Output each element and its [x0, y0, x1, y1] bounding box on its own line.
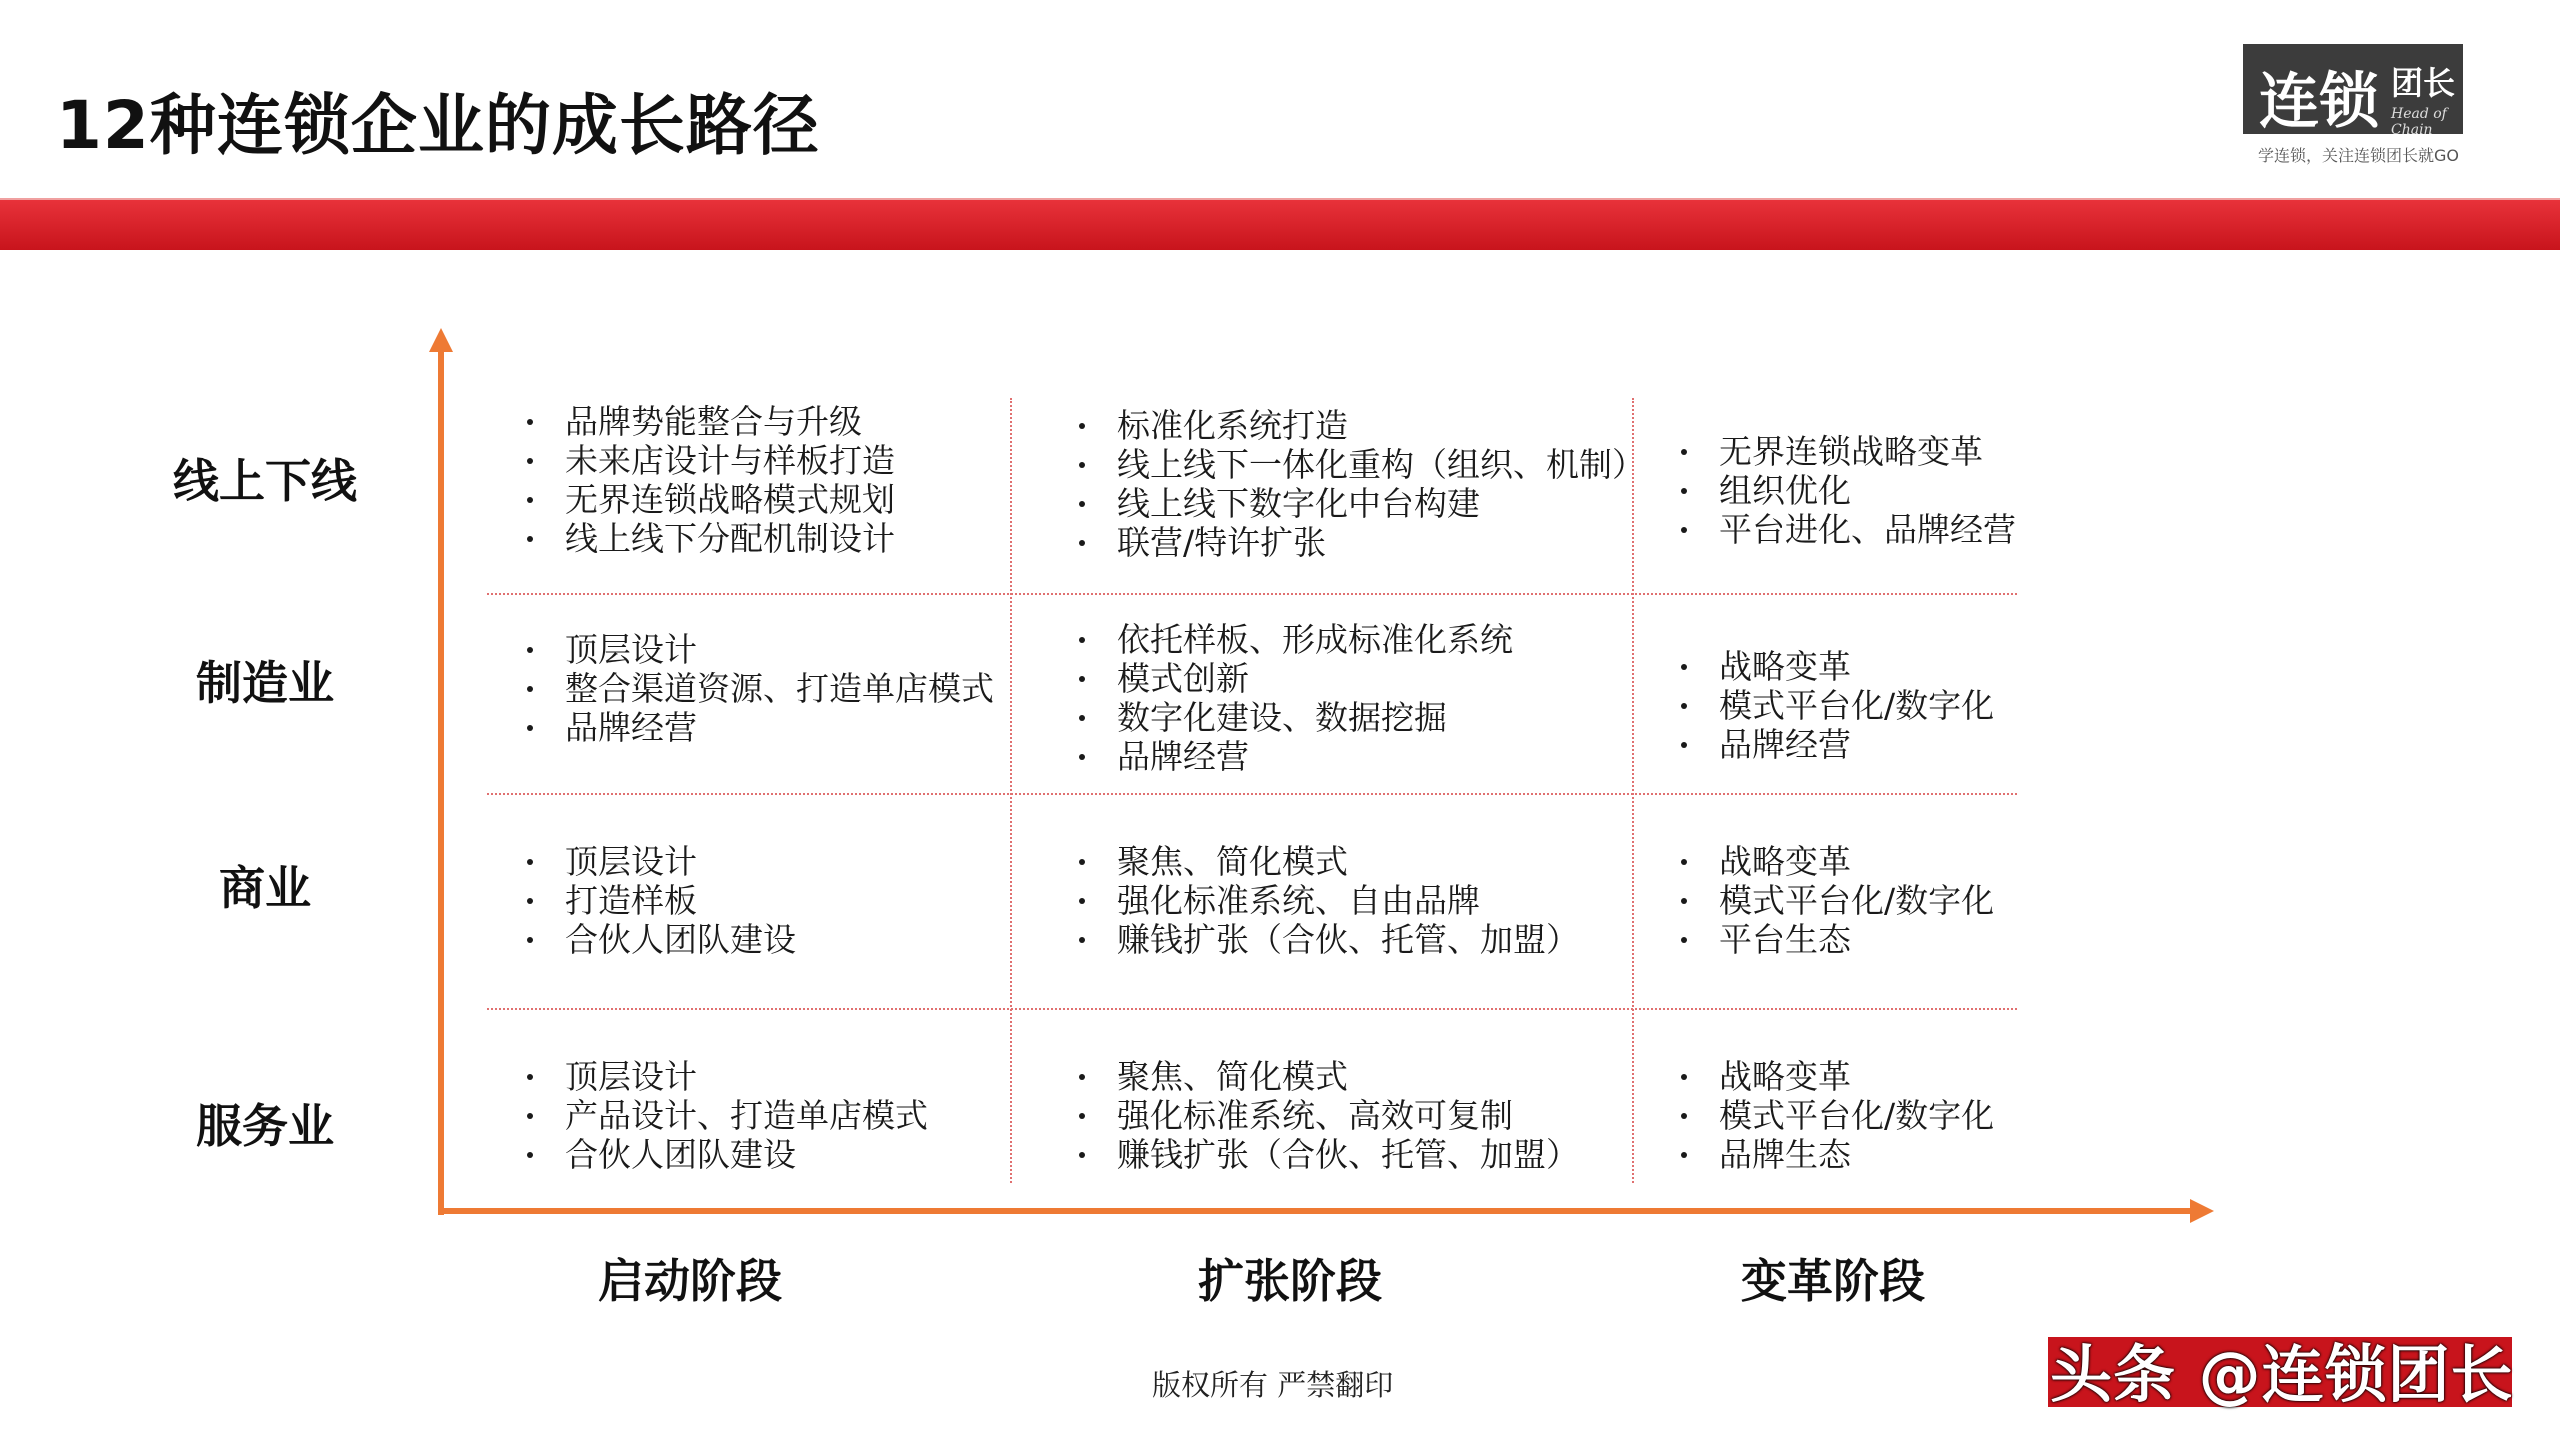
cell-manufacturing-reform — [1679, 647, 1994, 764]
list-item: 合伙人团队建设 — [525, 920, 796, 959]
cell-manufacturing-expand — [1077, 620, 1513, 776]
column-label-start: 启动阶段 — [598, 1254, 782, 1308]
grid-divider-row-2 — [487, 793, 2017, 795]
list-item: 品牌势能整合与升级 — [525, 402, 895, 441]
cell-online-offline-start — [525, 402, 895, 558]
list-item: 品牌经营 — [525, 708, 994, 747]
list-item: 战略变革 — [1679, 842, 1994, 881]
grid-divider-row-1 — [487, 593, 2017, 595]
copyright-notice: 版权所有 严禁翻印 — [1152, 1368, 1394, 1402]
list-item: 线上线下分配机制设计 — [525, 519, 895, 558]
cell-service-reform — [1679, 1057, 1994, 1174]
list-item: 无界连锁战略模式规划 — [525, 480, 895, 519]
list-item: 整合渠道资源、打造单店模式 — [525, 669, 994, 708]
list-item: 标准化系统打造 — [1077, 406, 1645, 445]
list-item: 战略变革 — [1679, 647, 1994, 686]
list-item: 赚钱扩张（合伙、托管、加盟） — [1077, 1135, 1579, 1174]
logo-sub-text: 团长 — [2391, 64, 2456, 102]
brand-slogan: 学连锁，关注连锁团长就GO — [2258, 146, 2459, 165]
grid-divider-row-3 — [487, 1008, 2017, 1010]
list-item: 聚焦、简化模式 — [1077, 1057, 1579, 1096]
list-item: 顶层设计 — [525, 1057, 928, 1096]
list-item: 产品设计、打造单店模式 — [525, 1096, 928, 1135]
list-item: 强化标准系统、高效可复制 — [1077, 1096, 1579, 1135]
list-item: 赚钱扩张（合伙、托管、加盟） — [1077, 920, 1579, 959]
list-item: 模式平台化/数字化 — [1679, 1096, 1994, 1135]
y-axis-arrow-icon — [429, 328, 453, 352]
list-item: 模式平台化/数字化 — [1679, 686, 1994, 725]
column-label-expand: 扩张阶段 — [1198, 1254, 1382, 1308]
row-label-service: 服务业 — [196, 1099, 334, 1153]
watermark-text: 头条 @连锁团长 — [2050, 1338, 2514, 1411]
list-item: 品牌经营 — [1077, 737, 1513, 776]
list-item: 聚焦、简化模式 — [1077, 842, 1579, 881]
list-item: 依托样板、形成标准化系统 — [1077, 620, 1513, 659]
cell-commerce-expand — [1077, 842, 1579, 959]
x-axis-arrow-icon — [2190, 1199, 2214, 1223]
list-item: 顶层设计 — [525, 630, 994, 669]
row-label-online-offline: 线上下线 — [173, 454, 357, 508]
list-item: 无界连锁战略变革 — [1679, 432, 2016, 471]
row-label-commerce: 商业 — [219, 861, 311, 915]
list-item: 线上线下数字化中台构建 — [1077, 484, 1645, 523]
cell-online-offline-expand — [1077, 406, 1645, 562]
list-item: 强化标准系统、自由品牌 — [1077, 881, 1579, 920]
list-item: 平台进化、品牌经营 — [1679, 510, 2016, 549]
list-item: 组织优化 — [1679, 471, 2016, 510]
list-item: 线上线下一体化重构（组织、机制） — [1077, 445, 1645, 484]
cell-online-offline-reform — [1679, 432, 2016, 549]
list-item: 顶层设计 — [525, 842, 796, 881]
list-item: 战略变革 — [1679, 1057, 1994, 1096]
logo-english-text: Head of Chain — [2391, 106, 2447, 138]
cell-service-start — [525, 1057, 928, 1174]
header-red-band — [0, 200, 2560, 250]
list-item: 平台生态 — [1679, 920, 1994, 959]
list-item: 未来店设计与样板打造 — [525, 441, 895, 480]
cell-service-expand — [1077, 1057, 1579, 1174]
list-item: 联营/特许扩张 — [1077, 523, 1645, 562]
list-item: 模式平台化/数字化 — [1679, 881, 1994, 920]
grid-divider-col-1 — [1010, 398, 1012, 1183]
list-item: 品牌生态 — [1679, 1135, 1994, 1174]
brand-logo — [2243, 44, 2463, 138]
column-label-reform: 变革阶段 — [1741, 1254, 1925, 1308]
cell-commerce-reform — [1679, 842, 1994, 959]
cell-manufacturing-start — [525, 630, 994, 747]
row-label-manufacturing: 制造业 — [196, 656, 334, 710]
logo-main-text: 连锁 — [2259, 67, 2379, 137]
list-item: 合伙人团队建设 — [525, 1135, 928, 1174]
list-item: 模式创新 — [1077, 659, 1513, 698]
list-item: 品牌经营 — [1679, 725, 1994, 764]
page-title: 12种连锁企业的成长路径 — [56, 87, 820, 164]
list-item: 打造样板 — [525, 881, 796, 920]
x-axis — [438, 1208, 2196, 1214]
cell-commerce-start — [525, 842, 796, 959]
list-item: 数字化建设、数据挖掘 — [1077, 698, 1513, 737]
